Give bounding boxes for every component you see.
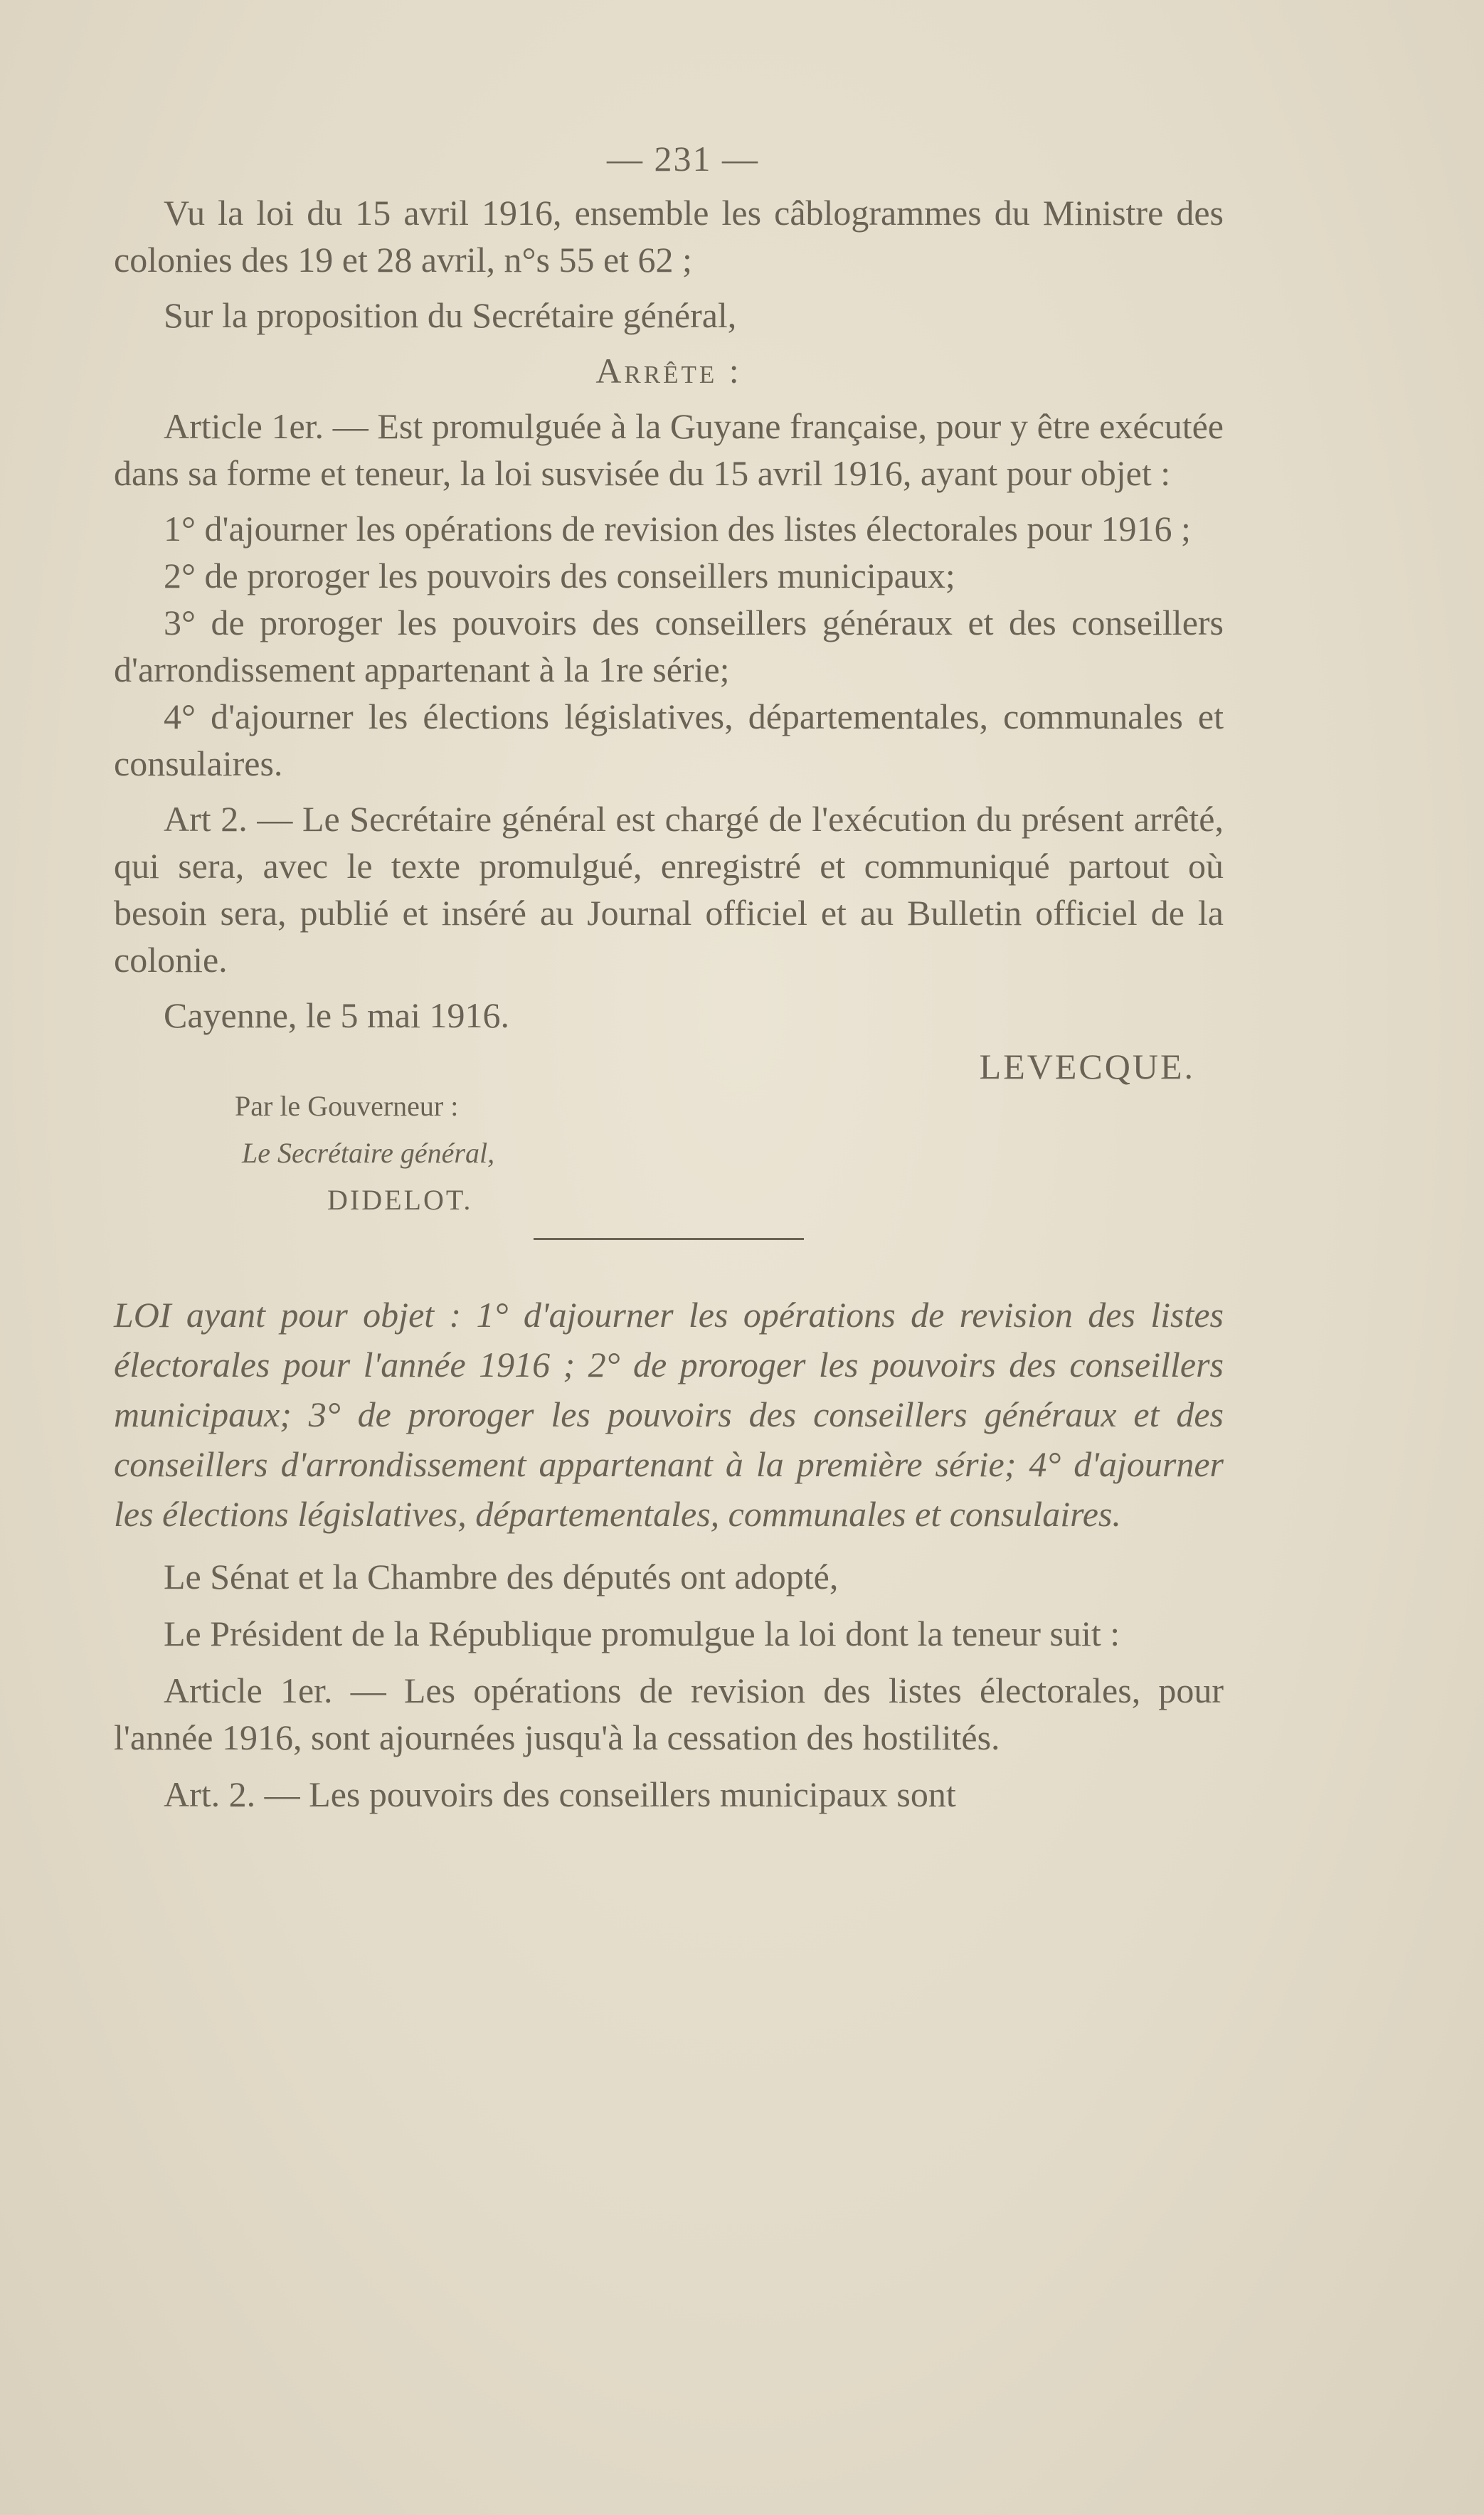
preamble-paragraph: Sur la proposition du Secrétaire général, [164, 295, 737, 335]
list-item: 1° d'ajourner les opérations de revision des listes électorales pour 1916 ; [164, 509, 1191, 549]
by-governor: Par le Gouverneur : [235, 1090, 459, 1122]
law-paragraph: Art. 2. — Les pouvoirs des conseillers municipaux sont [164, 1774, 956, 1814]
law-paragraph: Le Président de la République promulgue la loi dont la teneur suit : [164, 1614, 1120, 1653]
preamble-paragraph: Vu la loi du 15 avril 1916, ensemble les câblogrammes du Ministre des colonies des 19 et 28 avril, n°s 55 et 62 ; [114, 193, 1224, 280]
article-2: Art 2. — Le Secrétaire général est chargé de l'exécution du présent arrêté, qui sera, avec le texte promulgué, enregistré et communiqué partout où besoin sera, publié et inséré au Journal officiel et au Bulletin officiel de la colonie. [114, 799, 1224, 980]
list-item: 3° de proroger les pouvoirs des conseillers généraux et des conseillers d'arrondissement appartenant à la 1re série; [114, 603, 1224, 689]
section-divider [534, 1238, 804, 1240]
page-content [114, 135, 1224, 1818]
place-date: Cayenne, le 5 mai 1916. [164, 995, 509, 1035]
secretary-title: Le Secrétaire général, [242, 1137, 495, 1169]
list-item: 2° de proroger les pouvoirs des conseillers municipaux; [164, 556, 955, 595]
law-body [114, 1553, 1224, 1818]
law-paragraph: Le Sénat et la Chambre des députés ont adopté, [164, 1557, 839, 1597]
secretary-name: DIDELOT. [327, 1184, 473, 1216]
article-1: Article 1er. — Est promulguée à la Guyane française, pour y être exécutée dans sa forme et teneur, la loi susvisée du 15 avril 1916, ayant pour objet : [114, 406, 1224, 493]
law-paragraph: Article 1er. — Les opérations de revision des listes électorales, pour l'année 1916, sont ajournées jusqu'à la cessation des hostilités. [114, 1671, 1224, 1757]
arrete-heading: Arrête : [595, 351, 742, 391]
law-title: LOI ayant pour objet : 1° d'ajourner les opérations de revision des listes électorales pour l'année 1916 ; 2° de proroger les pouvoirs des conseillers municipaux; 3° de proroger les pouvoirs des conseillers généraux et des conseillers d'arrondissement appartenant à la première série; 4° d'ajourner les élections législatives, départementales, communales et consulaires. [114, 1295, 1224, 1534]
list-item: 4° d'ajourner les élections législatives, départementales, communales et consulaires. [114, 697, 1224, 783]
countersignature [114, 1083, 1224, 1224]
signatory: LEVECQUE. [979, 1047, 1195, 1086]
page-number: — 231 — [607, 139, 759, 179]
